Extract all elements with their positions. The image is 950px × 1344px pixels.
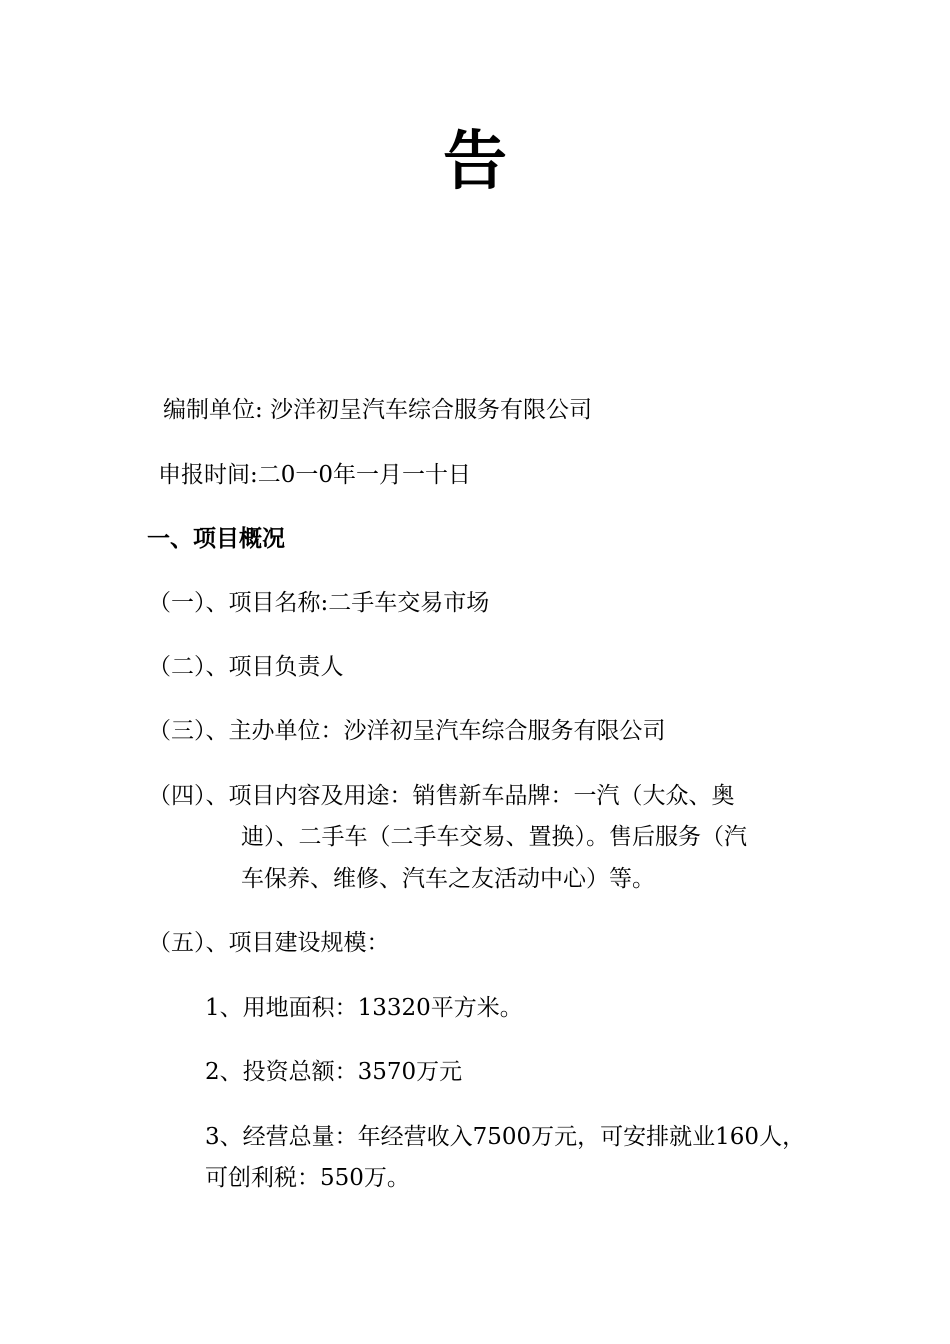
section-heading-overview: 一、项目概况 <box>147 525 285 552</box>
item-project-name: （一）、项目名称:二手车交易市场 <box>148 590 490 616</box>
item-content-line-3: 车保养、维修、汽车之友活动中心）等。 <box>241 866 655 892</box>
item-content-line-1: （四）、项目内容及用途：销售新车品牌：一汽（大众、奥 <box>148 783 735 809</box>
item-organizer: （三）、主办单位：沙洋初呈汽车综合服务有限公司 <box>148 718 666 744</box>
item-scale-heading: （五）、项目建设规模： <box>148 930 390 956</box>
date-line: 申报时间:二0一0年一月一十日 <box>158 462 472 488</box>
item-content-line-2: 迪）、二手车（二手车交易、置换）。售后服务（汽 <box>241 824 747 850</box>
item-project-leader: （二）、项目负责人 <box>148 654 344 680</box>
scale-operation-line-2: 可创利税：550万。 <box>205 1165 410 1191</box>
document-title: 告 <box>443 124 507 199</box>
scale-land-area: 1、用地面积：13320平方米。 <box>205 995 523 1021</box>
compiler-line: 编制单位: 沙洋初呈汽车综合服务有限公司 <box>163 397 593 423</box>
scale-operation-line-1: 3、经营总量：年经营收入7500万元，可安排就业160人， <box>205 1124 806 1150</box>
scale-investment: 2、投资总额：3570万元 <box>205 1059 463 1085</box>
